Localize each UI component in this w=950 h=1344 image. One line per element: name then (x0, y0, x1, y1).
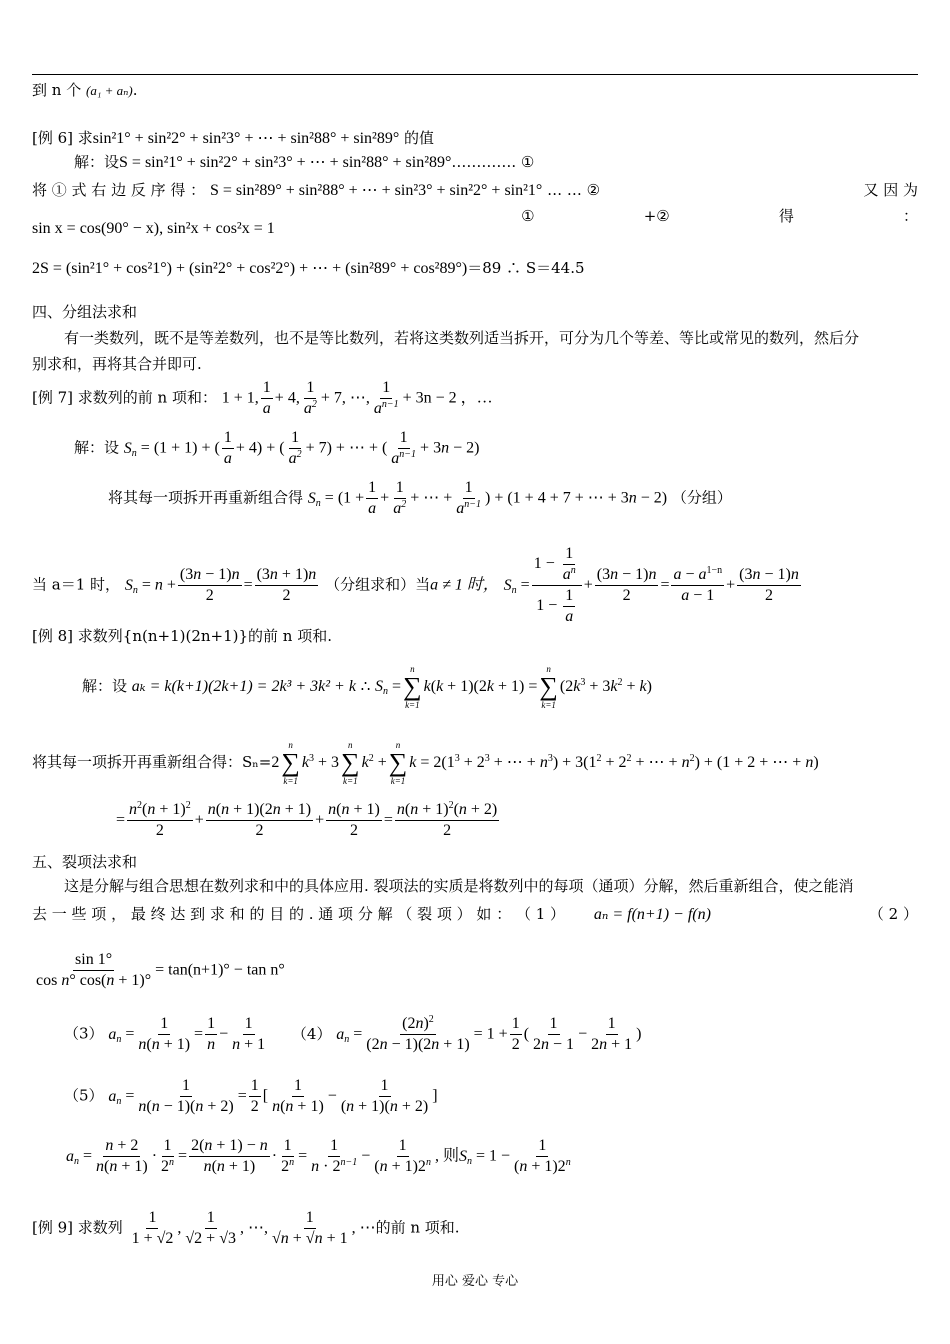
ex6-label: [例 6] 求 (32, 129, 93, 147)
ex9-tail: 的前 n 项和. (375, 1218, 460, 1237)
intro-text: 到 n 个 (32, 81, 82, 99)
sec5-n5: （5） (64, 1086, 104, 1105)
ex7-split: 将其每一项拆开再重新组合得 $S_n = (1$ + $\frac{1}{a}$ + $\frac{1}{a^2}$ + ⋯ + $\frac{1}{a^{n-1}}$ ) + (1 + 4 + 7 + ⋯ + 3n − 2) （分组） (108, 479, 732, 517)
sec5-f3-f4: （3） $a_n$ = $\frac{1}{n(n + 1)}$ = $\frac{1}{n}$ − $\frac{1}{n + 1}$ （4） $a_n$ = $\frac{(2n)^2}{(2n - 1)(2n + 1)}$ = 1 + $\frac{1}{2}$ ( $\frac{1}{2n - 1}$ − $\frac{1}{2n + 1}$ ) (64, 1014, 642, 1053)
frac: $\frac{1}{a^{n-1}}$ (373, 379, 399, 417)
ex8-sol-label: 解：设 (82, 677, 128, 695)
ex8-result: = $\frac{n^2(n + 1)^2}{2}$ + $\frac{n(n + 1)(2n + 1)}{2}$ + $\frac{n(n + 1)}{2}$ = $\frac{n(n + 1)^2(n + 2)}{2}$ (116, 800, 498, 839)
sec5-f2: $\frac{\sin 1^\circ}{\text{cos n° cos(n + 1)°}}$ = tan(n+1)° − tan n° (36, 951, 285, 989)
ex8-split: 将其每一项拆开再重新组合得：Sₙ=2 n ∑ k=1 $k^3 + 3$ n ∑ k=1 $k^2$ + n ∑ k=1 $k = 2(1^3 + 2^3$ + ⋯ + $n^3) + 3(1^2 + 2^2$ + ⋯ + $n^2) + (1 + 2$ + ⋯ + n) (32, 740, 819, 786)
ex6-mark2: +② (643, 207, 670, 225)
ex6-sol-prefix: 解：设 (74, 153, 120, 171)
ex8-sol: 解：设 aₖ = k(k+1)(2k+1) = 2k³ + 3k² + k ∴ $S_n$ = n ∑ k=1 k(k + 1)(2k + 1) = n ∑ k=1 $(2k^3 + 3k^2 + k)$ (82, 664, 652, 710)
sec4-para2: 别求和，再将其合并即可. (32, 355, 202, 373)
ex6-question (32, 128, 434, 149)
ex7-split-label: 将其每一项拆开再重新组合得 (108, 488, 304, 507)
ex6-rev-expr: S = sin²89° + sin²88° + ⋯ + sin²3° + sin²2° + sin²1° (209, 182, 543, 199)
intro-suffix: . (132, 81, 138, 99)
ex6-rev-mark: … … ② (547, 181, 601, 199)
ex6-mark1: ① (521, 207, 535, 225)
ex8-ak: aₖ = k(k+1)(2k+1) = 2k³ + 3k² + k (131, 678, 356, 695)
ex6-reverse (32, 180, 918, 201)
ex6-sol-expr: S = sin²1° + sin²2° + sin²3° + ⋯ + sin²88° + sin²89° (119, 154, 452, 171)
ex6-sol-mark: …………. ① (451, 153, 535, 171)
ex7-label: [例 7] 求数列的前 n 项和： (32, 388, 217, 407)
ex6-rev-prefix: 将 ① 式 右 边 反 序 得 ： (32, 181, 206, 199)
sec5-title: 五、裂项法求和 (32, 853, 138, 871)
ex6-get: 得 (778, 207, 794, 225)
ex6-expr: sin²1° + sin²2° + sin²3° + ⋯ + sin²88° + sin²89° (92, 130, 400, 147)
ex7-question: [例 7] 求数列的前 n 项和： 1 + 1, $\frac{1}{a}$ + 4, $\frac{1}{a^2}$ + 7, ⋯, $\frac{1}{a^{n-1}}$ + 3n − 2 ，… (32, 379, 493, 417)
page-footer: 用心 爱心 专心 (431, 1274, 519, 1289)
sec5-n3: （3） (64, 1024, 104, 1043)
sec4-para1: 有一类数列，既不是等差数列，也不是等比数列，若将这类数列适当拆开，可分为几个等差、等比或常见的数列，然后分 (64, 329, 860, 347)
ex6-identity (32, 218, 275, 239)
ex8-split-label: 将其每一项拆开再重新组合得：Sₙ= (32, 753, 272, 771)
ex8-label: [例 8] 求数列{n(n+1)(2n+1)}的前 n 项和. (32, 627, 332, 645)
ex7-sol: 解：设 $S_n = (1 + 1)$ + ( $\frac{1}{a}$ + 4) + ( $\frac{1}{a^2}$ + 7) + ⋯ + ( $\frac{1}{a^{n-1}}$ + 3n − 2) (74, 429, 480, 467)
sec5-para2-row (32, 904, 918, 925)
ex6-result: ＝89 ∴ S＝44.5 (467, 259, 585, 277)
sec5-para2: 去 一 些 项 ， 最 终 达 到 求 和 的 目 的 . 通 项 分 解 （ 裂 项 ） 如 ： （ 1 ） (32, 905, 566, 923)
ex7-case1-note: （分组求和）当 (325, 575, 431, 594)
ex6-colon: ： (902, 207, 918, 225)
ex8-therefore: ∴ (360, 677, 371, 695)
sec5-f2-rhs: = tan(n+1)° − tan n° (155, 961, 285, 979)
ex9: [例 9] 求数列 $\frac{1}{1 + √2}$ , $\frac{1}{√2 + √3}$ , ⋯, $\frac{1}{√n + √n + 1}$ , ⋯的前 n 项和. (32, 1209, 460, 1247)
header-rule (32, 74, 918, 75)
sec5-f1: aₙ = f(n+1) − f(n) (593, 906, 711, 923)
sec5-f5: （5） $a_n$ = $\frac{1}{n(n - 1)(n + 2)}$ = $\frac{1}{2}$ [ $\frac{1}{n(n + 1)}$ − $\frac{1}{(n + 1)(n + 2)}$ ] (64, 1077, 438, 1115)
ex7-case1: 当 a＝1 时， (32, 575, 121, 594)
frac: $\frac{1}{a^2}$ (303, 379, 317, 417)
ex7-sol-label: 解：设 (74, 438, 120, 457)
ex6-identity-expr: sin x = cos(90° − x), sin²x + cos²x = 1 (32, 220, 275, 237)
ex7-tail: + 3n − 2 ，… (402, 389, 493, 407)
ex6-sum-expr: 2S = (sin²1° + cos²1°) + (sin²2° + cos²2°) + ⋯ + (sin²89° + cos²89°) (32, 260, 468, 277)
sec5-n2: （ 2 ） (868, 905, 918, 923)
ex9-label: [例 9] 求数列 (32, 1218, 123, 1237)
ex7-cases: 当 a＝1 时， $S_n = n$ + $\frac{(3n - 1)n}{2}$ = $\frac{(3n + 1)n}{2}$ （分组求和）当a ≠ 1 时， $S_n$ = 1 − $\frac{1}{a^n}$ 1 − $\frac{1}{a}$ + $\frac{(3n - 1)n}{2}$ = $\frac{a - a^{1-n}}{a - 1}$ + $\frac{(3n - 1)n}{2}$ (32, 545, 799, 625)
ex6-solution (74, 152, 534, 173)
intro-line (32, 80, 137, 101)
ex7-case2: a ≠ 1 时， (430, 576, 499, 594)
ex6-rev-suffix: 又 因 为 (863, 181, 918, 199)
ex7-group: （分组） (671, 488, 732, 507)
ex6-suffix: 的值 (404, 129, 435, 147)
sec5-f6: $a_n$ = $\frac{n + 2}{n(n + 1)}$ · $\frac{1}{2^n}$ = $\frac{2(n + 1) - n}{n(n + 1)}$ · $\frac{1}{2^n}$ = $\frac{1}{n \cdot 2^{n-1}}$ − $\frac{1}{(n + 1)2^n}$ , 则$S_n = 1$ − $\frac{1}{(n + 1)2^n}$ (66, 1137, 571, 1175)
intro-expr: (a₁ + aₙ) (85, 83, 133, 98)
sec4-title: 四、分组法求和 (32, 303, 138, 321)
ex6-sum (32, 258, 585, 279)
sec5-then: , 则 (434, 1147, 459, 1165)
sec5-para1: 这是分解与组合思想在数列求和中的具体应用. 裂项法的实质是将数列中的每项（通项）分解，然后重新组合，使之能消 (64, 877, 854, 895)
frac: $\frac{1}{a}$ (262, 379, 271, 417)
sec5-n4: （4） (291, 1024, 332, 1043)
